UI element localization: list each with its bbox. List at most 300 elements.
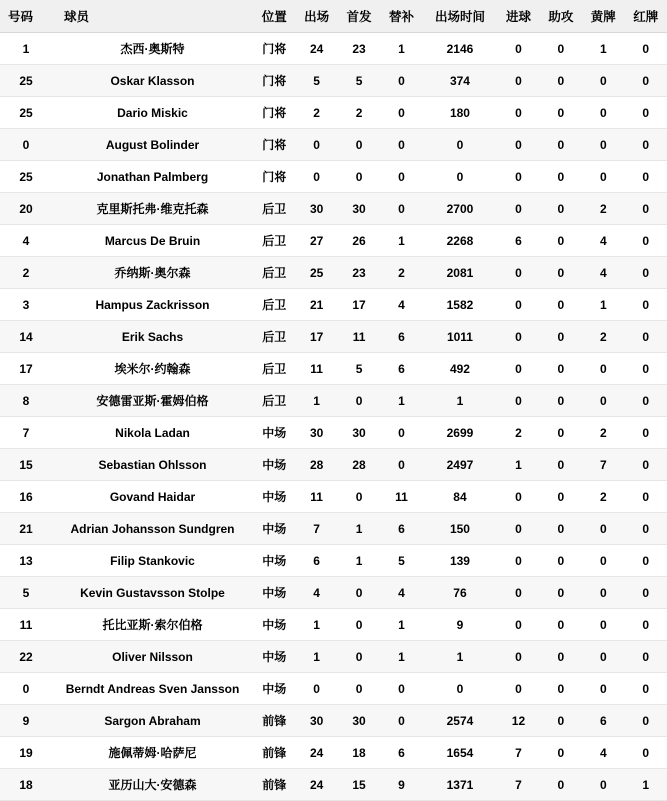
cell-minutes: 1: [423, 385, 498, 417]
cell-minutes: 2081: [423, 257, 498, 289]
cell-position: 后卫: [253, 257, 295, 289]
cell-appearances: 30: [295, 705, 337, 737]
table-row: [0, 641, 667, 673]
cell-assists: 0: [540, 641, 582, 673]
table-row: [0, 353, 667, 385]
column-header-minutes: 出场时间: [423, 0, 498, 33]
cell-minutes: 1654: [423, 737, 498, 769]
cell-substitute: 4: [380, 289, 422, 321]
cell-starts: 0: [338, 577, 380, 609]
cell-assists: 0: [540, 481, 582, 513]
cell-red: 0: [625, 129, 667, 161]
cell-red: 0: [625, 609, 667, 641]
cell-red: 0: [625, 321, 667, 353]
cell-yellow: 0: [582, 673, 624, 705]
table-row: [0, 737, 667, 769]
table-body: [0, 33, 667, 801]
column-header-red-cards: 红牌: [625, 0, 667, 33]
cell-yellow: 0: [582, 385, 624, 417]
cell-starts: 0: [338, 385, 380, 417]
cell-position: 门将: [253, 97, 295, 129]
cell-goals: 0: [497, 289, 539, 321]
cell-substitute: 0: [380, 129, 422, 161]
cell-substitute: 11: [380, 481, 422, 513]
cell-appearances: 2: [295, 97, 337, 129]
table-row: [0, 257, 667, 289]
cell-assists: 0: [540, 385, 582, 417]
cell-starts: 1: [338, 513, 380, 545]
column-header-number: 号码: [0, 0, 52, 33]
cell-position: 中场: [253, 673, 295, 705]
cell-starts: 2: [338, 97, 380, 129]
table-row: [0, 385, 667, 417]
cell-appearances: 7: [295, 513, 337, 545]
table-row: [0, 33, 667, 65]
cell-substitute: 6: [380, 321, 422, 353]
cell-goals: 0: [497, 33, 539, 65]
cell-assists: 0: [540, 577, 582, 609]
cell-player[interactable]: Nikola Ladan: [52, 417, 253, 449]
cell-substitute: 6: [380, 513, 422, 545]
table-row: [0, 705, 667, 737]
cell-player[interactable]: Berndt Andreas Sven Jansson: [52, 673, 253, 705]
cell-appearances: 4: [295, 577, 337, 609]
cell-substitute: 0: [380, 705, 422, 737]
cell-minutes: 9: [423, 609, 498, 641]
cell-assists: 0: [540, 609, 582, 641]
table-row: [0, 225, 667, 257]
cell-player[interactable]: Sebastian Ohlsson: [52, 449, 253, 481]
cell-position: 前锋: [253, 737, 295, 769]
cell-player[interactable]: Dario Miskic: [52, 97, 253, 129]
table-row: [0, 609, 667, 641]
cell-position: 门将: [253, 65, 295, 97]
cell-player[interactable]: Kevin Gustavsson Stolpe: [52, 577, 253, 609]
cell-red: 0: [625, 577, 667, 609]
cell-position: 前锋: [253, 705, 295, 737]
cell-appearances: 5: [295, 65, 337, 97]
cell-minutes: 180: [423, 97, 498, 129]
cell-goals: 0: [497, 545, 539, 577]
cell-number: 3: [0, 289, 52, 321]
table-row: [0, 129, 667, 161]
cell-position: 门将: [253, 33, 295, 65]
cell-red: 0: [625, 33, 667, 65]
cell-appearances: 11: [295, 481, 337, 513]
cell-appearances: 1: [295, 641, 337, 673]
cell-minutes: 2700: [423, 193, 498, 225]
cell-minutes: 1011: [423, 321, 498, 353]
cell-red: 0: [625, 353, 667, 385]
cell-player[interactable]: 埃米尔·约翰森: [52, 353, 253, 385]
cell-number: 14: [0, 321, 52, 353]
cell-minutes: 492: [423, 353, 498, 385]
cell-position: 前锋: [253, 769, 295, 801]
cell-number: 16: [0, 481, 52, 513]
column-header-goals: 进球: [497, 0, 539, 33]
cell-red: 0: [625, 193, 667, 225]
cell-minutes: 0: [423, 673, 498, 705]
cell-minutes: 0: [423, 161, 498, 193]
cell-player[interactable]: Adrian Johansson Sundgren: [52, 513, 253, 545]
cell-player[interactable]: Marcus De Bruin: [52, 225, 253, 257]
cell-number: 25: [0, 97, 52, 129]
cell-appearances: 21: [295, 289, 337, 321]
cell-assists: 0: [540, 257, 582, 289]
cell-minutes: 1582: [423, 289, 498, 321]
cell-substitute: 2: [380, 257, 422, 289]
cell-player[interactable]: 亚历山大·安德森: [52, 769, 253, 801]
cell-starts: 0: [338, 129, 380, 161]
cell-goals: 2: [497, 417, 539, 449]
cell-assists: 0: [540, 705, 582, 737]
cell-player[interactable]: Hampus Zackrisson: [52, 289, 253, 321]
cell-minutes: 2497: [423, 449, 498, 481]
cell-minutes: 374: [423, 65, 498, 97]
cell-substitute: 4: [380, 577, 422, 609]
cell-goals: 1: [497, 449, 539, 481]
cell-number: 0: [0, 129, 52, 161]
cell-appearances: 0: [295, 673, 337, 705]
cell-red: 0: [625, 449, 667, 481]
cell-red: 0: [625, 161, 667, 193]
cell-starts: 30: [338, 417, 380, 449]
cell-yellow: 1: [582, 289, 624, 321]
cell-red: 0: [625, 641, 667, 673]
cell-position: 后卫: [253, 225, 295, 257]
cell-assists: 0: [540, 449, 582, 481]
cell-goals: 0: [497, 353, 539, 385]
cell-red: 0: [625, 737, 667, 769]
cell-goals: 0: [497, 161, 539, 193]
cell-position: 中场: [253, 545, 295, 577]
column-header-assists: 助攻: [540, 0, 582, 33]
cell-yellow: 0: [582, 641, 624, 673]
cell-yellow: 0: [582, 65, 624, 97]
cell-number: 7: [0, 417, 52, 449]
cell-yellow: 4: [582, 225, 624, 257]
cell-minutes: 0: [423, 129, 498, 161]
cell-number: 4: [0, 225, 52, 257]
cell-starts: 0: [338, 609, 380, 641]
cell-position: 门将: [253, 129, 295, 161]
cell-player[interactable]: 安德雷亚斯·霍姆伯格: [52, 385, 253, 417]
cell-number: 8: [0, 385, 52, 417]
cell-position: 中场: [253, 513, 295, 545]
cell-player[interactable]: 乔纳斯·奥尔森: [52, 257, 253, 289]
cell-yellow: 0: [582, 353, 624, 385]
table-row: [0, 289, 667, 321]
cell-minutes: 1: [423, 641, 498, 673]
cell-appearances: 27: [295, 225, 337, 257]
table-row: [0, 577, 667, 609]
cell-substitute: 1: [380, 641, 422, 673]
cell-yellow: 0: [582, 577, 624, 609]
cell-starts: 23: [338, 33, 380, 65]
cell-red: 0: [625, 481, 667, 513]
cell-red: 0: [625, 97, 667, 129]
cell-starts: 23: [338, 257, 380, 289]
cell-position: 中场: [253, 609, 295, 641]
cell-substitute: 1: [380, 609, 422, 641]
cell-starts: 0: [338, 673, 380, 705]
cell-starts: 0: [338, 161, 380, 193]
cell-number: 17: [0, 353, 52, 385]
cell-goals: 0: [497, 321, 539, 353]
cell-number: 11: [0, 609, 52, 641]
table-row: [0, 769, 667, 801]
column-header-appearances: 出场: [295, 0, 337, 33]
cell-number: 15: [0, 449, 52, 481]
cell-number: 9: [0, 705, 52, 737]
cell-yellow: 6: [582, 705, 624, 737]
cell-minutes: 84: [423, 481, 498, 513]
cell-substitute: 6: [380, 737, 422, 769]
cell-number: 2: [0, 257, 52, 289]
cell-goals: 0: [497, 673, 539, 705]
cell-yellow: 0: [582, 97, 624, 129]
cell-appearances: 28: [295, 449, 337, 481]
cell-red: 0: [625, 673, 667, 705]
cell-number: 25: [0, 161, 52, 193]
cell-goals: 0: [497, 129, 539, 161]
cell-player[interactable]: 施佩蒂姆·哈萨尼: [52, 737, 253, 769]
cell-substitute: 0: [380, 417, 422, 449]
cell-starts: 1: [338, 545, 380, 577]
cell-red: 0: [625, 705, 667, 737]
cell-position: 后卫: [253, 289, 295, 321]
table-row: [0, 513, 667, 545]
table-row: [0, 449, 667, 481]
cell-number: 5: [0, 577, 52, 609]
cell-appearances: 0: [295, 161, 337, 193]
table-row: [0, 481, 667, 513]
cell-starts: 26: [338, 225, 380, 257]
cell-goals: 7: [497, 769, 539, 801]
cell-goals: 0: [497, 97, 539, 129]
cell-starts: 30: [338, 705, 380, 737]
cell-appearances: 24: [295, 33, 337, 65]
cell-starts: 28: [338, 449, 380, 481]
cell-red: 0: [625, 385, 667, 417]
cell-assists: 0: [540, 321, 582, 353]
cell-substitute: 6: [380, 353, 422, 385]
cell-appearances: 24: [295, 769, 337, 801]
cell-appearances: 30: [295, 417, 337, 449]
cell-number: 0: [0, 673, 52, 705]
column-header-yellow-cards: 黄牌: [582, 0, 624, 33]
cell-assists: 0: [540, 289, 582, 321]
column-header-starts: 首发: [338, 0, 380, 33]
cell-yellow: 2: [582, 193, 624, 225]
cell-yellow: 0: [582, 609, 624, 641]
cell-substitute: 1: [380, 385, 422, 417]
cell-starts: 0: [338, 481, 380, 513]
table-row: [0, 545, 667, 577]
cell-number: 1: [0, 33, 52, 65]
cell-minutes: 150: [423, 513, 498, 545]
cell-appearances: 1: [295, 385, 337, 417]
cell-player[interactable]: August Bolinder: [52, 129, 253, 161]
cell-player[interactable]: Filip Stankovic: [52, 545, 253, 577]
cell-assists: 0: [540, 673, 582, 705]
cell-player[interactable]: Oskar Klasson: [52, 65, 253, 97]
cell-goals: 0: [497, 481, 539, 513]
cell-assists: 0: [540, 353, 582, 385]
cell-goals: 0: [497, 513, 539, 545]
cell-yellow: 4: [582, 257, 624, 289]
cell-red: 0: [625, 257, 667, 289]
cell-assists: 0: [540, 161, 582, 193]
cell-position: 门将: [253, 161, 295, 193]
cell-appearances: 24: [295, 737, 337, 769]
cell-substitute: 0: [380, 65, 422, 97]
cell-assists: 0: [540, 65, 582, 97]
cell-substitute: 1: [380, 225, 422, 257]
cell-starts: 0: [338, 641, 380, 673]
cell-number: 18: [0, 769, 52, 801]
cell-substitute: 0: [380, 161, 422, 193]
cell-yellow: 0: [582, 545, 624, 577]
cell-substitute: 0: [380, 449, 422, 481]
cell-starts: 5: [338, 353, 380, 385]
cell-assists: 0: [540, 129, 582, 161]
cell-number: 22: [0, 641, 52, 673]
cell-assists: 0: [540, 97, 582, 129]
table-header: [0, 0, 667, 33]
cell-player[interactable]: Govand Haidar: [52, 481, 253, 513]
cell-position: 中场: [253, 449, 295, 481]
cell-appearances: 0: [295, 129, 337, 161]
cell-appearances: 1: [295, 609, 337, 641]
cell-number: 20: [0, 193, 52, 225]
cell-yellow: 0: [582, 513, 624, 545]
cell-red: 0: [625, 417, 667, 449]
table-row: [0, 193, 667, 225]
cell-number: 13: [0, 545, 52, 577]
cell-goals: 0: [497, 577, 539, 609]
table-row: [0, 65, 667, 97]
cell-substitute: 0: [380, 673, 422, 705]
cell-substitute: 0: [380, 97, 422, 129]
cell-substitute: 0: [380, 193, 422, 225]
cell-assists: 0: [540, 545, 582, 577]
cell-position: 中场: [253, 641, 295, 673]
cell-player[interactable]: Erik Sachs: [52, 321, 253, 353]
cell-yellow: 7: [582, 449, 624, 481]
table-row: [0, 161, 667, 193]
cell-position: 中场: [253, 417, 295, 449]
cell-position: 后卫: [253, 193, 295, 225]
cell-starts: 30: [338, 193, 380, 225]
cell-appearances: 11: [295, 353, 337, 385]
cell-position: 后卫: [253, 321, 295, 353]
table-row: [0, 97, 667, 129]
cell-assists: 0: [540, 33, 582, 65]
cell-yellow: 1: [582, 33, 624, 65]
cell-yellow: 0: [582, 769, 624, 801]
cell-minutes: 2699: [423, 417, 498, 449]
cell-player[interactable]: 杰西·奥斯特: [52, 33, 253, 65]
cell-appearances: 25: [295, 257, 337, 289]
table-row: [0, 321, 667, 353]
cell-number: 25: [0, 65, 52, 97]
cell-starts: 11: [338, 321, 380, 353]
cell-starts: 18: [338, 737, 380, 769]
table-row: [0, 417, 667, 449]
cell-number: 19: [0, 737, 52, 769]
cell-assists: 0: [540, 225, 582, 257]
cell-red: 0: [625, 225, 667, 257]
cell-assists: 0: [540, 193, 582, 225]
cell-goals: 0: [497, 257, 539, 289]
cell-yellow: 2: [582, 321, 624, 353]
cell-red: 1: [625, 769, 667, 801]
cell-assists: 0: [540, 513, 582, 545]
cell-yellow: 2: [582, 417, 624, 449]
cell-yellow: 4: [582, 737, 624, 769]
cell-red: 0: [625, 513, 667, 545]
cell-yellow: 2: [582, 481, 624, 513]
cell-player[interactable]: Sargon Abraham: [52, 705, 253, 737]
cell-assists: 0: [540, 417, 582, 449]
cell-goals: 0: [497, 641, 539, 673]
cell-minutes: 2268: [423, 225, 498, 257]
cell-yellow: 0: [582, 161, 624, 193]
table-row: [0, 673, 667, 705]
cell-appearances: 30: [295, 193, 337, 225]
cell-red: 0: [625, 65, 667, 97]
cell-appearances: 17: [295, 321, 337, 353]
cell-red: 0: [625, 289, 667, 321]
cell-player[interactable]: Oliver Nilsson: [52, 641, 253, 673]
cell-minutes: 1371: [423, 769, 498, 801]
table-header-row: [0, 0, 667, 33]
cell-number: 21: [0, 513, 52, 545]
cell-substitute: 9: [380, 769, 422, 801]
cell-position: 中场: [253, 577, 295, 609]
cell-position: 后卫: [253, 353, 295, 385]
cell-substitute: 5: [380, 545, 422, 577]
cell-goals: 0: [497, 193, 539, 225]
cell-goals: 7: [497, 737, 539, 769]
cell-assists: 0: [540, 769, 582, 801]
cell-red: 0: [625, 545, 667, 577]
cell-appearances: 6: [295, 545, 337, 577]
column-header-player: 球员: [52, 0, 253, 33]
cell-starts: 17: [338, 289, 380, 321]
cell-yellow: 0: [582, 129, 624, 161]
cell-substitute: 1: [380, 33, 422, 65]
cell-player[interactable]: Jonathan Palmberg: [52, 161, 253, 193]
cell-player[interactable]: 托比亚斯·索尔伯格: [52, 609, 253, 641]
cell-minutes: 2146: [423, 33, 498, 65]
cell-position: 后卫: [253, 385, 295, 417]
cell-player[interactable]: 克里斯托弗·维克托森: [52, 193, 253, 225]
cell-assists: 0: [540, 737, 582, 769]
cell-starts: 15: [338, 769, 380, 801]
cell-position: 中场: [253, 481, 295, 513]
cell-goals: 12: [497, 705, 539, 737]
cell-goals: 0: [497, 609, 539, 641]
cell-minutes: 76: [423, 577, 498, 609]
cell-goals: 0: [497, 385, 539, 417]
cell-starts: 5: [338, 65, 380, 97]
column-header-position: 位置: [253, 0, 295, 33]
cell-minutes: 2574: [423, 705, 498, 737]
cell-goals: 0: [497, 65, 539, 97]
cell-goals: 6: [497, 225, 539, 257]
